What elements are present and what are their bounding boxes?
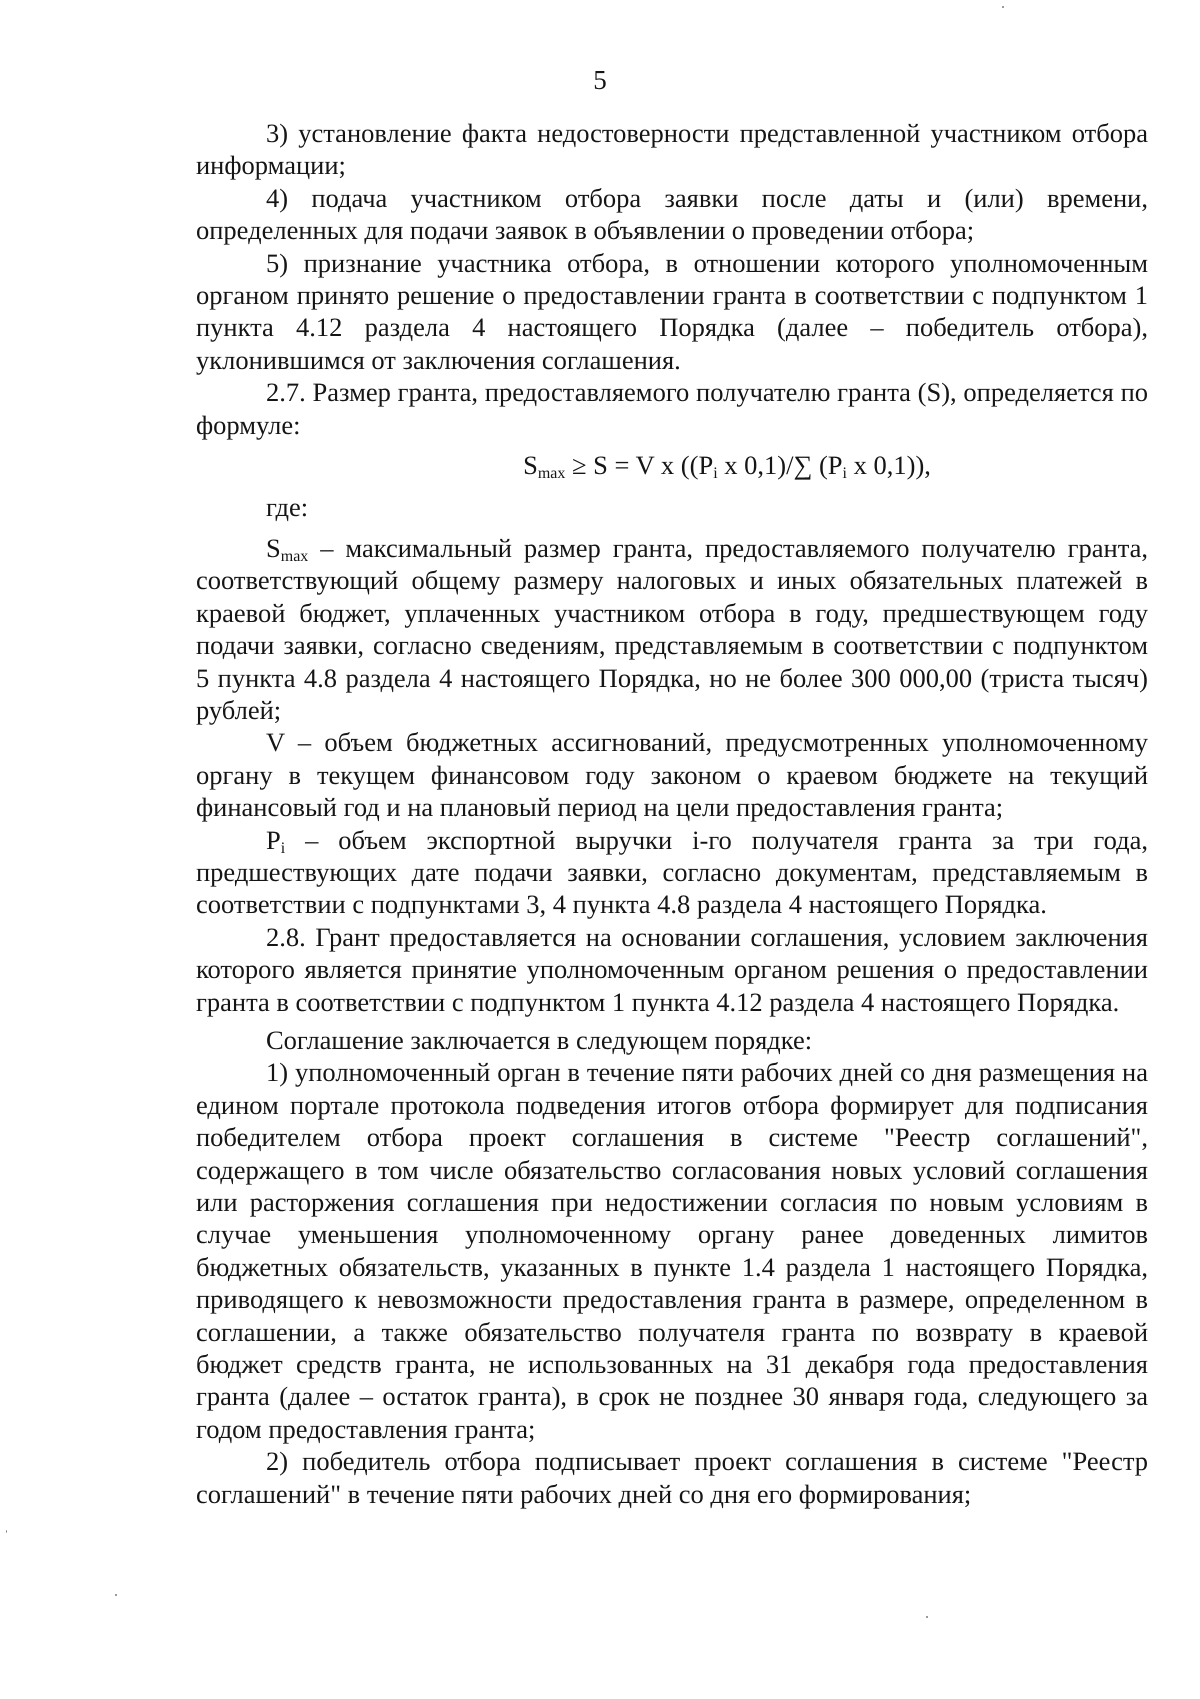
- formula-i-subscript-2: i: [842, 465, 847, 483]
- scan-speck: [1002, 6, 1004, 8]
- paragraph-2-8: 2.8. Грант предоставляется на основании соглашения, условием заключения которого является принятие уполномоченным органом решения о предоставлении гранта в соответствии с подпунктом 1 пункта 4.12 раздела 4 настоящего Порядка.: [196, 921, 1148, 1017]
- definition-pi-symbol: P: [266, 824, 281, 855]
- formula-part-3: x 0,1)),: [847, 450, 931, 481]
- agreement-step-2: 2) победитель отбора подписывает проект соглашения в системе "Реестр соглашений" в течение пяти рабочих дней со дня его формирования;: [196, 1446, 1148, 1509]
- paragraph-item-3: 3) установление факта недостоверности представленной участником отбора информации;: [196, 118, 1148, 181]
- paragraph-item-4: 4) подача участником отбора заявки после даты и (или) времени, определенных для подачи заявок в объявлении о проведении отбора;: [196, 182, 1148, 246]
- formula-s: S: [523, 450, 538, 481]
- agreement-step-1: 1) уполномоченный орган в течение пяти рабочих дней со дня размещения на едином портале протокола подведения итогов отбора формирует для подписания победителем отбора проект соглашения в системе "Реестр соглашений", содержащего в том числе обязательство согласования новых условий соглашения или расторжения соглашения при недостижении согласия по новым условиям в случае уменьшения уполномоченному органу ранее доведенных лимитов бюджетных обязательств, указанных в пункте 1.4 раздела 1 настоящего Порядка, приводящего к невозможности предоставления гранта в размере, определенном в соглашении, а также обязательство получателя гранта по возврату в краевой бюджет средств гранта, не использованных на 31 декабря года предоставления гранта (далее – остаток гранта), в срок не позднее 30 января года, следующего за годом предоставления гранта;: [196, 1057, 1148, 1444]
- definition-pi: [196, 824, 1148, 921]
- definition-pi-subscript: i: [280, 839, 286, 857]
- scan-speck: [926, 1616, 928, 1618]
- definition-smax-subscript: max: [280, 547, 309, 565]
- agreement-order-intro: Соглашение заключается в следующем порядке:: [266, 1024, 813, 1055]
- formula-s-subscript: max: [537, 465, 566, 483]
- scan-speck: [115, 1594, 117, 1596]
- definition-smax: [196, 532, 1148, 726]
- formula-i-subscript-1: i: [713, 465, 718, 483]
- paragraph-item-5: 5) признание участника отбора, в отношении которого уполномоченным органом принято решение о предоставлении гранта в соответствии с подпунктом 1 пункта 4.12 раздела 4 настоящего Порядка (далее – победитель отбора), уклонившимся от заключения соглашения.: [196, 247, 1148, 375]
- formula-part-2: x 0,1)/∑ (P: [717, 450, 843, 481]
- definition-pi-text: – объем экспортной выручки i-го получателя гранта за три года, предшествующих дате подачи заявки, согласно документам, представляемым в соответствии с подпунктами 3, 4 пункта 4.8 раздела 4 настоящего Порядка.: [196, 824, 1148, 920]
- document-body: [196, 117, 1148, 1510]
- grant-formula: [196, 449, 1148, 481]
- definition-smax-symbol: S: [266, 532, 281, 563]
- paragraph-2-7: 2.7. Размер гранта, предоставляемого получателю гранта (S), определяется по формуле:: [196, 377, 1148, 440]
- definition-smax-text: – максимальный размер гранта, предоставляемого получателю гранта, соответствующий общему размеру налоговых и иных обязательных платежей в краевой бюджет, уплаченных участником отбора в году, предшествующем году подачи заявки, согласно сведениям, представляемым в соответствии с подпунктом 5 пункта 4.8 раздела 4 настоящего Порядка, но не более 300 000,00 (триста тысяч) рублей;: [196, 532, 1148, 725]
- scan-speck: [6, 1530, 7, 1533]
- where-label: где:: [266, 492, 309, 523]
- formula-part-1: ≥ S = V x ((P: [565, 450, 714, 481]
- definition-v: V – объем бюджетных ассигнований, предусмотренных уполномоченному органу в текущем финансовом году законом о краевом бюджете на текущий финансовый год и на плановый период на цели предоставления гранта;: [196, 727, 1148, 823]
- page-number: 5: [593, 65, 607, 95]
